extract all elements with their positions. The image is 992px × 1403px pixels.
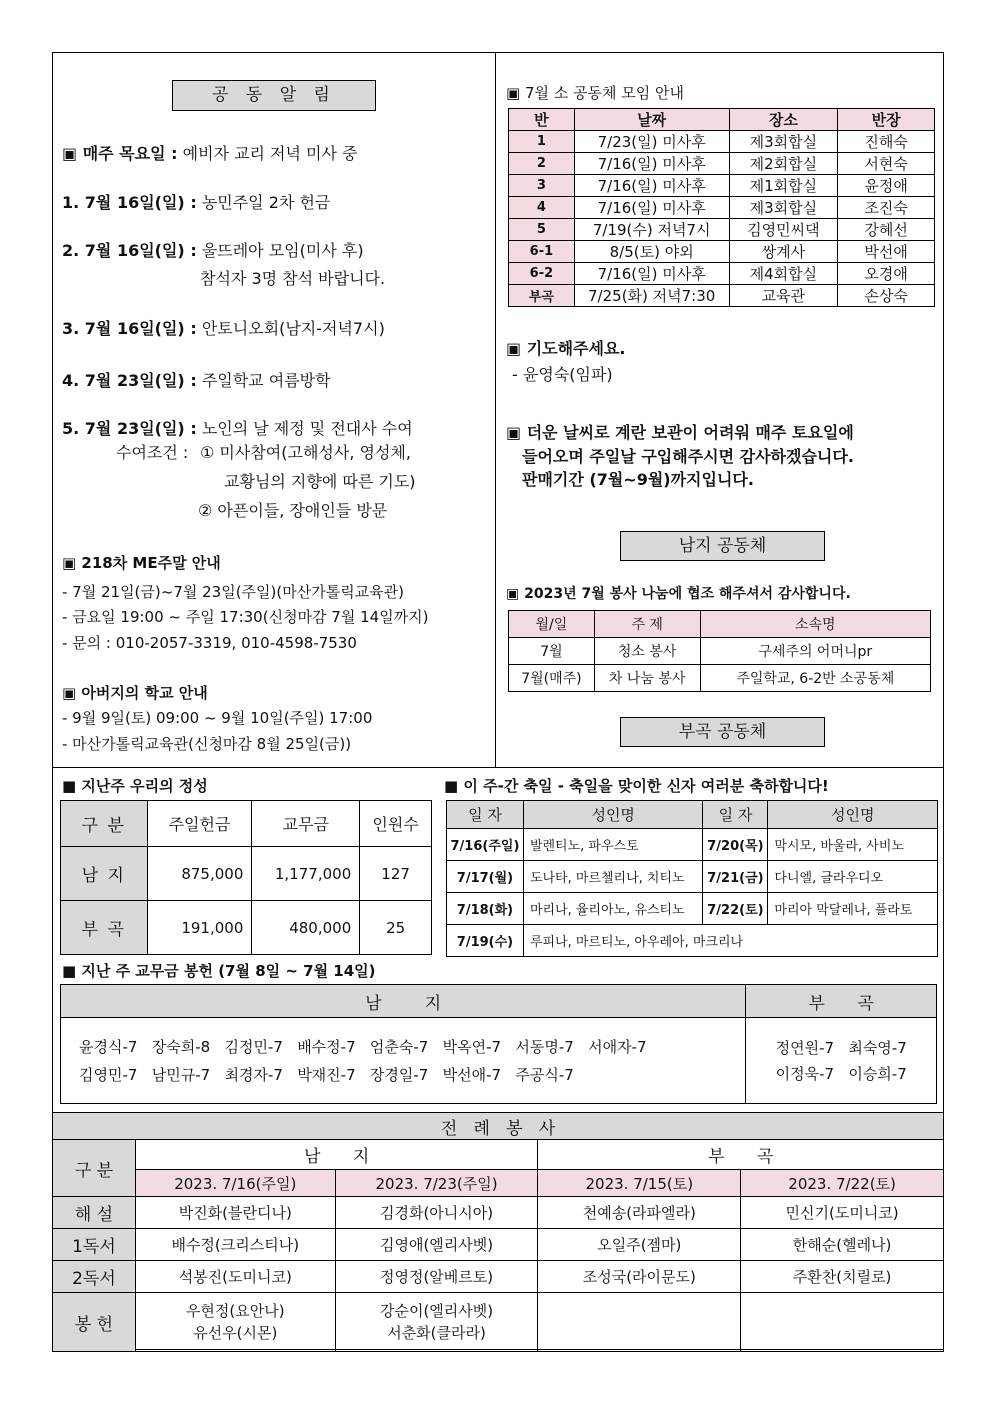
meeting-cell: 7/16(일) 미사후 [574,175,729,197]
liturgy-role: 2독서 [53,1261,136,1293]
feast-saints: 막시모, 바울라, 사비노 [768,829,938,861]
service-row [509,638,931,665]
meeting-header: 날짜 [574,109,729,131]
liturgy-cell: 정영정(알베르토) [335,1261,538,1293]
meeting-cell: 제3회합실 [729,197,838,219]
offering-cell: 480,000 [252,901,360,955]
meeting-group: 3 [509,175,575,197]
offering-header: 주일헌금 [147,801,252,847]
feast-row [447,925,938,957]
meeting-cell: 8/5(토) 야외 [574,241,729,263]
liturgy-offer-cell [335,1293,538,1352]
father-line-1: - 9월 9일(토) 09:00 ~ 9월 10일(주일) 17:00 [62,709,373,727]
dues-namji-label: 남 지 [61,985,746,1018]
offering-row [61,901,432,955]
liturgy-table [52,1112,944,1352]
pray-line: - 윤영숙(임파) [512,365,613,384]
meeting-group: 6-1 [509,241,575,263]
father-line-2: - 마산가톨릭교육관(신청마감 8월 25일(금)) [62,735,352,753]
meeting-cell: 제1회합실 [729,175,838,197]
feast-title: ■ 이 주-간 축일 - 축일을 맞이한 신자 여러분 축하합니다! [444,777,829,795]
notice-item-5: 5. 7월 23일(일) : 노인의 날 제정 및 전대사 수여 [62,419,413,438]
meeting-row [509,131,935,153]
offering-row [61,847,432,901]
meeting-cell: 7/25(화) 저녁7:30 [574,285,729,307]
liturgy-role: 1독서 [53,1229,136,1261]
liturgy-cell: 조성국(라이문도) [538,1261,741,1293]
dues-bugok-names [746,1018,937,1104]
liturgy-title: 전 례 봉 사 [53,1113,944,1140]
service-header: 소속명 [700,611,930,638]
me-line-1: - 7월 21일(금)~7월 23일(주일)(마산가톨릭교육관) [62,583,405,601]
offering-cell: 25 [360,901,432,955]
liturgy-gubun: 구 분 [53,1140,136,1197]
service-header: 월/일 [509,611,595,638]
notice-item-3: 3. 7월 16일(일) : 안토니오회(남지-저녁7시) [62,319,385,338]
liturgy-date: 2023. 7/22(토) [741,1170,944,1197]
condition-1: ① 미사참여(고해성사, 영성체, [200,443,411,462]
notice-item-2: 2. 7월 16일(일) : 울뜨레아 모임(미사 후) [62,241,364,260]
liturgy-offer-label: 봉 헌 [53,1293,136,1352]
me-line-2: - 금요일 19:00 ~ 주일 17:30(신청마감 7월 14일까지) [62,608,429,626]
meeting-cell: 제3회합실 [729,131,838,153]
feast-table [446,800,938,957]
meeting-cell: 조진숙 [838,197,935,219]
dues-title: ■ 지난 주 교무금 봉헌 (7월 8일 ~ 7월 14일) [62,962,376,980]
liturgy-namji: 남 지 [135,1140,538,1170]
meeting-group: 6-2 [509,263,575,285]
meeting-cell: 윤정애 [838,175,935,197]
liturgy-date: 2023. 7/23(주일) [335,1170,538,1197]
meeting-cell: 손상숙 [838,285,935,307]
feast-saints: 루피나, 마르티노, 아우레아, 마크리나 [523,925,937,957]
meeting-cell: 제4회합실 [729,263,838,285]
dues-namji-line: 김영민-7 남민규-7 최경자-7 박재진-7 장경일-7 박선애-7 주공식-7 [79,1065,574,1084]
feast-date: 7/17(월) [447,861,524,893]
meeting-cell: 7/16(일) 미사후 [574,197,729,219]
feast-saints: 도나타, 마르첼리나, 치티노 [523,861,703,893]
feast-header: 일 자 [703,801,768,829]
offering-label: 남 지 [61,847,148,901]
meeting-row [509,175,935,197]
meeting-group: 부곡 [509,285,575,307]
dues-table [60,984,937,1104]
meeting-cell: 강혜선 [838,219,935,241]
meeting-cell: 7/23(일) 미사후 [574,131,729,153]
offering-header: 인원수 [360,801,432,847]
meeting-header-row [509,109,935,131]
meeting-table [508,108,935,307]
egg-line-1: ▣ 더운 날씨로 계란 보관이 어려워 매주 토요일에 [506,423,854,442]
liturgy-row [53,1197,944,1229]
offering-cell: 1,177,000 [252,847,360,901]
offering-header-row [61,801,432,847]
meeting-cell: 교육관 [729,285,838,307]
liturgy-offer-row [53,1293,944,1352]
section-divider [52,767,944,768]
service-cell: 구세주의 어머니pr [700,638,930,665]
liturgy-date: 2023. 7/15(토) [538,1170,741,1197]
condition-1b: 교황님의 지향에 따른 기도) [224,472,416,491]
meeting-title: ▣ 7월 소 공동체 모임 안내 [506,84,684,102]
dues-bugok-line: 이정욱-7 이승희-7 [775,1064,907,1083]
offering-title: ■ 지난주 우리의 정성 [62,777,208,795]
meeting-row [509,197,935,219]
father-title: ▣ 아버지의 학교 안내 [62,684,208,702]
meeting-cell: 제2회합실 [729,153,838,175]
feast-header: 성인명 [768,801,938,829]
me-title: ▣ 218차 ME주말 안내 [62,554,221,572]
feast-saints: 마리아 막달레나, 플라토 [768,893,938,925]
condition-2: ② 아픈이들, 장애인들 방문 [198,501,388,520]
liturgy-dates-row [53,1170,944,1197]
service-title: ▣ 2023년 7월 봉사 나눔에 협조 해주셔서 감사합니다. [506,586,851,602]
liturgy-date: 2023. 7/16(주일) [135,1170,335,1197]
feast-date: 7/20(목) [703,829,768,861]
meeting-cell: 오경애 [838,263,935,285]
feast-row [447,861,938,893]
liturgy-cell: 석봉진(도미니코) [135,1261,335,1293]
service-table [508,610,931,692]
meeting-cell: 박선애 [838,241,935,263]
feast-row [447,893,938,925]
offering-header: 구 분 [61,801,148,847]
offering-cell: 127 [360,847,432,901]
namji-community-title: 남지 공동체 [620,531,825,561]
liturgy-title-row [53,1113,944,1140]
notice-item-1: 1. 7월 16일(일) : 농민주일 2차 헌금 [62,193,331,212]
dues-row [61,1018,937,1104]
offering-cell: 875,000 [147,847,252,901]
service-cell: 주일학교, 6-2반 소공동체 [700,665,930,692]
liturgy-group-row [53,1140,944,1170]
meeting-row [509,285,935,307]
feast-date: 7/21(금) [703,861,768,893]
feast-date: 7/16(주일) [447,829,524,861]
liturgy-cell: 주환찬(치릴로) [741,1261,944,1293]
liturgy-cell: 박진화(블란디나) [135,1197,335,1229]
feast-date: 7/19(수) [447,925,524,957]
liturgy-offer-cell [135,1293,335,1352]
service-row [509,665,931,692]
feast-date: 7/22(토) [703,893,768,925]
feast-saints: 마리나, 율리아노, 유스티노 [523,893,703,925]
condition-label: 수여조건 : [116,443,189,462]
offer-name: 유선우(시몬) [193,1324,278,1342]
pray-title: ▣ 기도해주세요. [506,339,626,358]
meeting-cell: 서현숙 [838,153,935,175]
offering-table [60,800,432,955]
egg-line-3: 판매기간 (7월~9월)까지입니다. [522,470,754,489]
liturgy-bugok: 부 곡 [538,1140,944,1170]
liturgy-cell: 배수정(크리스티나) [135,1229,335,1261]
offer-name: 강순이(엘리사벳) [379,1302,494,1320]
liturgy-cell: 김영애(엘리사벳) [335,1229,538,1261]
meeting-header: 반 [509,109,575,131]
liturgy-offer-cell [741,1293,944,1352]
meeting-header: 장소 [729,109,838,131]
me-line-3: - 문의 : 010-2057-3319, 010-4598-7530 [62,634,357,652]
meeting-cell: 쌍계사 [729,241,838,263]
service-header: 주 제 [594,611,700,638]
meeting-group: 5 [509,219,575,241]
notice-title: 공 동 알 림 [172,80,376,111]
egg-line-2: 들어오며 주일날 구입해주시면 감사하겠습니다. [522,447,854,466]
feast-header: 성인명 [523,801,703,829]
feast-row [447,829,938,861]
feast-header-row [447,801,938,829]
offering-cell: 191,000 [147,901,252,955]
feast-saints: 다니엘, 글라우디오 [768,861,938,893]
notice-item-2-line2: 참석자 3명 참석 바랍니다. [200,269,386,288]
offer-name: 우현정(요안나) [185,1302,285,1320]
liturgy-cell: 한해순(헬레나) [741,1229,944,1261]
feast-date: 7/18(화) [447,893,524,925]
liturgy-cell: 김경화(아니시아) [335,1197,538,1229]
meeting-header: 반장 [838,109,935,131]
service-cell: 차 나눔 봉사 [594,665,700,692]
dues-header-row [61,985,937,1018]
meeting-row [509,153,935,175]
weekly-notice: ▣ 매주 목요일 : 예비자 교리 저녁 미사 중 [62,144,358,163]
liturgy-role: 해 설 [53,1197,136,1229]
meeting-cell: 김영민씨댁 [729,219,838,241]
liturgy-cell: 오일주(젬마) [538,1229,741,1261]
meeting-row [509,241,935,263]
meeting-group: 4 [509,197,575,219]
service-header-row [509,611,931,638]
meeting-cell: 7/16(일) 미사후 [574,153,729,175]
liturgy-row [53,1229,944,1261]
meeting-row [509,219,935,241]
meeting-cell: 7/16(일) 미사후 [574,263,729,285]
offering-label: 부 곡 [61,901,148,955]
dues-bugok-label: 부 곡 [746,985,937,1018]
dues-namji-names [61,1018,746,1104]
bugok-community-title: 부곡 공동체 [620,717,825,747]
column-divider [495,52,496,767]
meeting-cell: 진해숙 [838,131,935,153]
liturgy-offer-cell [538,1293,741,1352]
meeting-group: 1 [509,131,575,153]
notice-item-4: 4. 7월 23일(일) : 주일학교 여름방학 [62,371,331,390]
meeting-row [509,263,935,285]
feast-saints: 발렌티노, 파우스토 [523,829,703,861]
meeting-group: 2 [509,153,575,175]
feast-header: 일 자 [447,801,524,829]
offering-header: 교무금 [252,801,360,847]
offer-name: 서춘화(클라라) [387,1324,486,1342]
dues-bugok-line: 정연원-7 최숙영-7 [775,1038,907,1057]
service-cell: 7월 [509,638,595,665]
dues-namji-line: 윤경식-7 장숙희-8 김정민-7 배수정-7 엄춘숙-7 박옥연-7 서동명-7 서애자-7 [79,1037,647,1056]
service-cell: 청소 봉사 [594,638,700,665]
liturgy-cell: 민신기(도미니코) [741,1197,944,1229]
meeting-cell: 7/19(수) 저녁7시 [574,219,729,241]
liturgy-row [53,1261,944,1293]
service-cell: 7월(매주) [509,665,595,692]
liturgy-cell: 천예송(라파엘라) [538,1197,741,1229]
